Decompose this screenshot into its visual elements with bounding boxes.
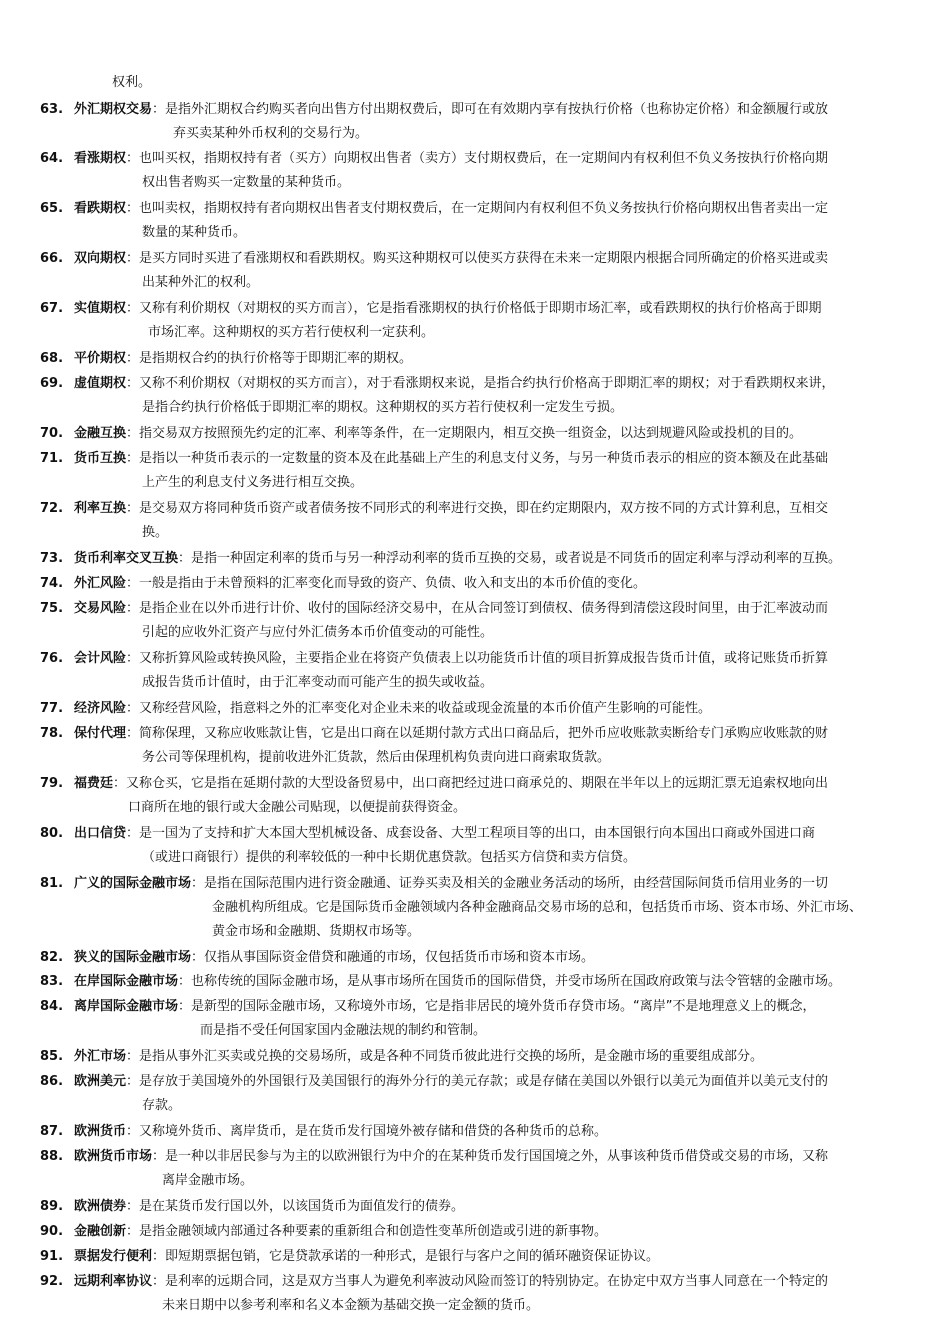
glossary-entry bbox=[40, 722, 930, 770]
entry-number: 83. bbox=[40, 974, 64, 989]
glossary-entry bbox=[40, 1045, 930, 1069]
glossary-entry bbox=[40, 1195, 930, 1219]
entry-first-line bbox=[40, 722, 930, 746]
entry-number: 67. bbox=[40, 301, 64, 316]
entry-definition: ：仅指从事国际资金借贷和融通的市场，仅包括货币市场和资本市场。 bbox=[191, 950, 595, 965]
entry-first-line bbox=[40, 447, 930, 471]
entry-number: 72. bbox=[40, 501, 64, 516]
entry-first-line bbox=[40, 1270, 930, 1294]
entry-term: 欧洲债券 bbox=[74, 1199, 127, 1214]
glossary-entry bbox=[40, 497, 930, 545]
entry-number: 77. bbox=[40, 701, 64, 716]
glossary-entry bbox=[40, 147, 930, 195]
entry-term: 离岸国际金融市场 bbox=[74, 999, 179, 1014]
entry-first-line bbox=[40, 1195, 930, 1219]
glossary-entry bbox=[40, 372, 930, 420]
entry-continuation: 换。 bbox=[142, 525, 169, 540]
glossary-entry bbox=[40, 1220, 930, 1244]
entry-number: 68. bbox=[40, 351, 64, 366]
entry-first-line bbox=[40, 147, 930, 171]
entry-continuation: 弃买卖某种外币权利的交易行为。 bbox=[173, 126, 369, 141]
entry-continuation: 离岸金融市场。 bbox=[162, 1173, 254, 1188]
entry-term: 平价期权 bbox=[74, 351, 127, 366]
entry-number: 87. bbox=[40, 1124, 64, 1139]
entry-first-line bbox=[40, 946, 930, 970]
glossary-entry bbox=[40, 946, 930, 970]
entry-number: 74. bbox=[40, 576, 64, 591]
glossary-entry bbox=[40, 572, 930, 596]
glossary-entry bbox=[40, 347, 930, 371]
entry-number: 80. bbox=[40, 826, 64, 841]
entry-term: 双向期权 bbox=[74, 251, 127, 266]
entry-continuation: 存款。 bbox=[142, 1098, 182, 1113]
entry-term: 看涨期权 bbox=[74, 151, 127, 166]
entry-definition: ：是一国为了支持和扩大本国大型机械设备、成套设备、大型工程项目等的出口，由本国银行向本国出口商或外国进口商 bbox=[126, 826, 816, 841]
entry-first-line bbox=[40, 872, 930, 896]
entry-term: 出口信贷 bbox=[74, 826, 127, 841]
entry-definition: ：是存放于美国境外的外国银行及美国银行的海外分行的美元存款；或是存储在美国以外银行以美元为面值并以美元支付的 bbox=[126, 1074, 829, 1089]
entry-first-line bbox=[40, 970, 930, 994]
glossary-entry bbox=[40, 1120, 930, 1144]
entry-term: 会计风险 bbox=[74, 651, 127, 666]
entry-first-line bbox=[40, 197, 930, 221]
entry-number: 90. bbox=[40, 1224, 64, 1239]
entry-number: 85. bbox=[40, 1049, 64, 1064]
entry-first-line bbox=[40, 98, 930, 122]
entry-number: 75. bbox=[40, 601, 64, 616]
entry-term: 货币利率交叉互换 bbox=[74, 551, 179, 566]
entry-definition: ：又称有利价期权（对期权的买方而言），它是指看涨期权的执行价格低于即期市场汇率，或看跌期权的执行价格高于即期 bbox=[126, 301, 822, 316]
entry-definition: ：简称保理，又称应收账款让售，它是出口商在以延期付款方式出口商品后，把外币应收账款卖断给专门承购应收账款的财 bbox=[126, 726, 829, 741]
entry-number: 92. bbox=[40, 1274, 64, 1289]
entry-term: 欧洲货币市场 bbox=[74, 1149, 153, 1164]
entry-term: 经济风险 bbox=[74, 701, 127, 716]
entry-definition: ：是指金融领域内部通过各种要素的重新组合和创造性变革所创造或引进的新事物。 bbox=[126, 1224, 608, 1239]
entry-term: 货币互换 bbox=[74, 451, 127, 466]
entry-first-line bbox=[40, 297, 930, 321]
entry-term: 交易风险 bbox=[74, 601, 127, 616]
entry-number: 63. bbox=[40, 102, 64, 117]
entry-number: 64. bbox=[40, 151, 64, 166]
entry-term: 外汇期权交易 bbox=[74, 102, 153, 117]
entry-continuation: 黄金市场和金融期、货期权市场等。 bbox=[212, 924, 421, 939]
glossary-entry bbox=[40, 1245, 930, 1269]
glossary-entry bbox=[40, 872, 930, 944]
entry-first-line bbox=[40, 1220, 930, 1244]
entry-term: 狭义的国际金融市场 bbox=[74, 950, 192, 965]
entry-number: 79. bbox=[40, 776, 64, 791]
entry-number: 78. bbox=[40, 726, 64, 741]
glossary-entry bbox=[40, 1270, 930, 1318]
glossary-entry bbox=[40, 822, 930, 870]
entry-first-line bbox=[40, 1245, 930, 1269]
entry-number: 71. bbox=[40, 451, 64, 466]
entry-term: 票据发行便利 bbox=[74, 1249, 153, 1264]
entry-continuation: 而是指不受任何国家国内金融法规的制约和管制。 bbox=[200, 1023, 487, 1038]
entry-definition: ：是指一种固定利率的货币与另一种浮动利率的货币互换的交易，或者说是不同货币的固定利率与浮动利率的互换。 bbox=[178, 551, 842, 566]
entry-continuation: （或进口商银行）提供的利率较低的一种中长期优惠贷款。包括买方信贷和卖方信贷。 bbox=[142, 850, 637, 865]
entry-first-line bbox=[40, 995, 930, 1019]
entry-continuation: 上产生的利息支付义务进行相互交换。 bbox=[142, 475, 364, 490]
entry-first-line bbox=[40, 1145, 930, 1169]
entry-definition: ：指交易双方按照预先约定的汇率、利率等条件，在一定期限内，相互交换一组资金，以达到规避风险或投机的目的。 bbox=[126, 426, 803, 441]
entry-continuation: 数量的某种货币。 bbox=[142, 225, 247, 240]
entry-first-line bbox=[40, 347, 930, 371]
entry-number: 84. bbox=[40, 999, 64, 1014]
glossary-entry bbox=[40, 647, 930, 695]
intro-text: 权利。 bbox=[112, 75, 152, 90]
glossary-entry bbox=[40, 297, 930, 345]
entry-first-line bbox=[40, 572, 930, 596]
glossary-entry bbox=[40, 772, 930, 820]
entry-continuation: 口商所在地的银行或大金融公司贴现，以便提前获得资金。 bbox=[128, 800, 467, 815]
glossary-entry bbox=[40, 697, 930, 721]
entry-number: 66. bbox=[40, 251, 64, 266]
entry-first-line bbox=[40, 497, 930, 521]
entry-first-line bbox=[40, 422, 930, 446]
entry-first-line bbox=[40, 547, 930, 571]
entry-definition: ：又称经营风险，指意料之外的汇率变化对企业未来的收益或现金流量的本币价值产生影响的可能性。 bbox=[126, 701, 712, 716]
glossary-entry bbox=[40, 547, 930, 571]
entry-term: 实值期权 bbox=[74, 301, 127, 316]
glossary-entry bbox=[40, 197, 930, 245]
entry-term: 虚值期权 bbox=[74, 376, 127, 391]
entry-definition: ：是指以一种货币表示的一定数量的资本及在此基础上产生的利息支付义务，与另一种货币表示的相应的资本额及在此基础 bbox=[126, 451, 829, 466]
entry-term: 福费廷 bbox=[74, 776, 114, 791]
entry-definition: ：是指外汇期权合约购买者向出售方付出期权费后，即可在有效期内享有按执行价格（也称协定价格）和金额履行或放 bbox=[152, 102, 829, 117]
entry-term: 保付代理 bbox=[74, 726, 127, 741]
entry-term: 金融创新 bbox=[74, 1224, 127, 1239]
entry-first-line bbox=[40, 1120, 930, 1144]
entry-term: 利率互换 bbox=[74, 501, 127, 516]
entry-first-line bbox=[40, 822, 930, 846]
entry-definition: ：是利率的远期合同，这是双方当事人为避免利率波动风险而签订的特别协定。在协定中双方当事人同意在一个特定的 bbox=[152, 1274, 829, 1289]
entry-number: 89. bbox=[40, 1199, 64, 1214]
entry-number: 81. bbox=[40, 876, 64, 891]
entry-number: 86. bbox=[40, 1074, 64, 1089]
entry-continuation: 是指合约执行价格低于即期汇率的期权。这种期权的买方若行使权利一定发生亏损。 bbox=[142, 400, 624, 415]
entry-definition: ：是买方同时买进了看涨期权和看跌期权。购买这种期权可以使买方获得在未来一定期限内根据合同所确定的价格买进或卖 bbox=[126, 251, 829, 266]
entry-continuation: 出某种外汇的权利。 bbox=[142, 275, 260, 290]
entry-first-line bbox=[40, 247, 930, 271]
entry-definition: ：又称仓买，它是指在延期付款的大型设备贸易中，出口商把经过进口商承兑的、期限在半年以上的远期汇票无追索权地向出 bbox=[113, 776, 829, 791]
entry-continuation: 金融机构所组成。它是国际货币金融领域内各种金融商品交易市场的总和，包括货币市场、资本市场、外汇市场、 bbox=[212, 900, 863, 915]
entry-definition: ：是指在国际范围内进行资金融通、证券买卖及相关的金融业务活动的场所，由经营国际间货币信用业务的一切 bbox=[191, 876, 829, 891]
entry-first-line bbox=[40, 697, 930, 721]
entry-number: 73. bbox=[40, 551, 64, 566]
glossary-entry bbox=[40, 970, 930, 994]
entry-definition: ：即短期票据包销，它是贷款承诺的一种形式，是银行与客户之间的循环融资保证协议。 bbox=[152, 1249, 660, 1264]
glossary-entry bbox=[40, 422, 930, 446]
entry-term: 广义的国际金融市场 bbox=[74, 876, 192, 891]
entry-number: 69. bbox=[40, 376, 64, 391]
entry-continuation: 未来日期中以参考利率和名义本金额为基础交换一定金额的货币。 bbox=[162, 1298, 540, 1313]
entry-term: 欧洲货币 bbox=[74, 1124, 127, 1139]
entry-term: 金融互换 bbox=[74, 426, 127, 441]
glossary-entry bbox=[40, 1145, 930, 1193]
entry-term: 欧洲美元 bbox=[74, 1074, 127, 1089]
glossary-entry bbox=[40, 98, 930, 146]
entry-definition: ：又称境外货币、离岸货币，是在货币发行国境外被存储和借贷的各种货币的总称。 bbox=[126, 1124, 608, 1139]
entry-first-line bbox=[40, 372, 930, 396]
entry-term: 远期利率协议 bbox=[74, 1274, 153, 1289]
entry-definition: ：一般是指由于未曾预料的汇率变化而导致的资产、负债、收入和支出的本币价值的变化。 bbox=[126, 576, 647, 591]
entry-definition: ：也称传统的国际金融市场，是从事市场所在国货币的国际借贷，并受市场所在国政府政策与法令管辖的金融市场。 bbox=[178, 974, 842, 989]
entry-number: 88. bbox=[40, 1149, 64, 1164]
glossary-entry bbox=[40, 1070, 930, 1118]
entry-definition: ：是新型的国际金融市场，又称境外市场，它是指非居民的境外货币存贷市场。“离岸”不是地理意义上的概念， bbox=[178, 999, 816, 1014]
entry-definition: ：是一种以非居民参与为主的以欧洲银行为中介的在某种货币发行国国境之外，从事该种货币借贷或交易的市场，又称 bbox=[152, 1149, 829, 1164]
entry-definition: ：是交易双方将同种货币资产或者债务按不同形式的利率进行交换，即在约定期限内，双方按不同的方式计算利息，互相交 bbox=[126, 501, 829, 516]
entry-number: 65. bbox=[40, 201, 64, 216]
entry-definition: ：又称折算风险或转换风险，主要指企业在将资产负债表上以功能货币计值的项目折算成报告货币计值，或将记账货币折算 bbox=[126, 651, 829, 666]
entry-continuation: 市场汇率。这种期权的买方若行使权利一定获利。 bbox=[148, 325, 435, 340]
glossary-entry bbox=[40, 247, 930, 295]
entry-continuation: 引起的应收外汇资产与应付外汇债务本币价值变动的可能性。 bbox=[142, 625, 494, 640]
entry-first-line bbox=[40, 647, 930, 671]
entry-first-line bbox=[40, 772, 930, 796]
entry-definition: ：是在某货币发行国以外，以该国货币为面值发行的债券。 bbox=[126, 1199, 465, 1214]
glossary-entry bbox=[40, 597, 930, 645]
entry-continuation: 权出售者购买一定数量的某种货币。 bbox=[142, 175, 351, 190]
entry-definition: ：也叫卖权，指期权持有者向期权出售者支付期权费后，在一定期间内有权利但不负义务按执行价格向期权出售者卖出一定 bbox=[126, 201, 829, 216]
entry-term: 看跌期权 bbox=[74, 201, 127, 216]
entry-definition: ：是指从事外汇买卖或兑换的交易场所，或是各种不同货币彼此进行交换的场所，是金融市场的重要组成部分。 bbox=[126, 1049, 764, 1064]
glossary-entry bbox=[40, 995, 930, 1043]
entry-continuation: 务公司等保理机构，提前收进外汇货款，然后由保理机构负责向进口商索取货款。 bbox=[142, 750, 611, 765]
entry-definition: ：又称不利价期权（对期权的买方而言），对于看涨期权来说，是指合约执行价格高于即期汇率的期权；对于看跌期权来讲， bbox=[126, 376, 835, 391]
entry-term: 在岸国际金融市场 bbox=[74, 974, 179, 989]
entry-first-line bbox=[40, 597, 930, 621]
entry-number: 70. bbox=[40, 426, 64, 441]
entry-number: 91. bbox=[40, 1249, 64, 1264]
entry-first-line bbox=[40, 1045, 930, 1069]
entry-first-line bbox=[40, 1070, 930, 1094]
entry-term: 外汇风险 bbox=[74, 576, 127, 591]
entry-term: 外汇市场 bbox=[74, 1049, 127, 1064]
entry-definition: ：是指期权合约的执行价格等于即期汇率的期权。 bbox=[126, 351, 413, 366]
entry-definition: ：也叫买权，指期权持有者（买方）向期权出售者（卖方）支付期权费后，在一定期间内有权利但不负义务按执行价格向期 bbox=[126, 151, 829, 166]
entry-definition: ：是指企业在以外币进行计价、收付的国际经济交易中，在从合同签订到债权、债务得到清偿这段时间里，由于汇率波动而 bbox=[126, 601, 829, 616]
glossary-entry bbox=[40, 447, 930, 495]
entry-number: 76. bbox=[40, 651, 64, 666]
entry-number: 82. bbox=[40, 950, 64, 965]
entry-continuation: 成报告货币计值时，由于汇率变动而可能产生的损失或收益。 bbox=[142, 675, 494, 690]
